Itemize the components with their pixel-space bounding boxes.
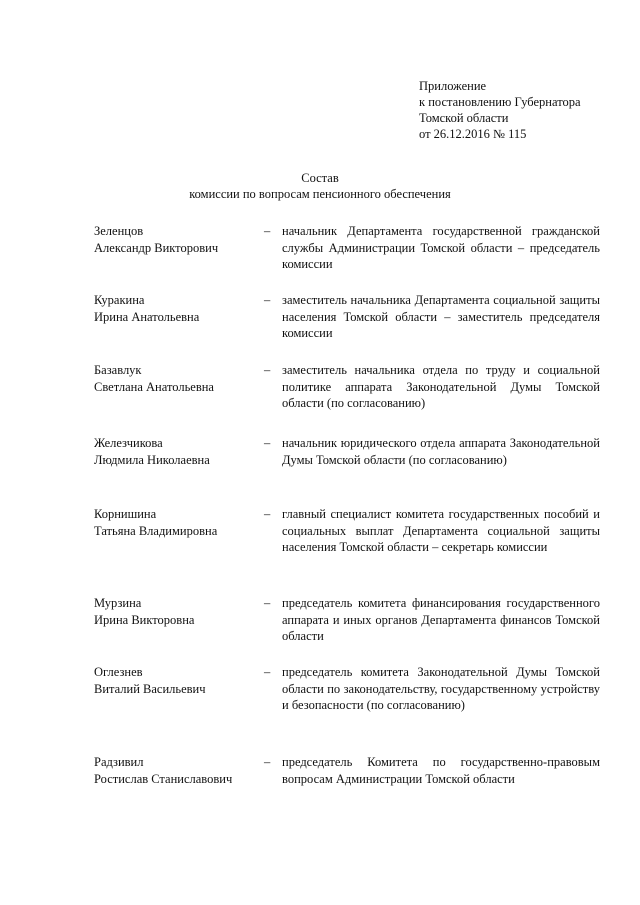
member-name [94,362,264,395]
member-surname: Корнишина [94,507,157,521]
member-name [94,223,264,256]
appendix-block [419,78,581,142]
member-role: председатель комитета финансирования государственного аппарата и иных органов Департамента финансов Томской области [282,596,600,643]
member-role: заместитель начальника Департамента социальной защиты населения Томской области – заместитель председателя комиссии [282,293,600,340]
member-role: председатель комитета Законодательной Думы Томской области по законодательству, государственному устройству и безопасности (по согласованию) [282,665,600,712]
member-given-name: Ирина Викторовна [94,612,195,627]
member-given-name: Ирина Анатольевна [94,309,200,324]
title-line: Состав [301,171,339,185]
member-given-name: Ростислав Станиславович [94,771,233,786]
member-role: главный специалист комитета государственных пособий и социальных выплат Департамента социальной защиты населения Томской области – секретарь комиссии [282,507,600,554]
dash-separator: – [264,665,271,679]
dash-separator: – [264,507,271,521]
member-role: заместитель начальника отдела по труду и социальной политике аппарата Законодательной Думы Томской области (по согласованию) [282,363,600,410]
dash-separator: – [264,293,271,307]
document-title [0,170,640,202]
appendix-line: Приложение [419,79,487,93]
member-name [94,664,264,697]
dash-separator: – [264,363,271,377]
member-given-name: Людмила Николаевна [94,452,210,467]
member-name [94,292,264,325]
member-name [94,506,264,539]
dash-separator: – [264,596,271,610]
member-given-name: Татьяна Владимировна [94,523,218,538]
member-role: начальник юридического отдела аппарата Законодательной Думы Томской области (по согласованию) [282,436,600,467]
dash-separator: – [264,224,271,238]
appendix-line: Томской области [419,111,509,125]
member-name [94,754,264,787]
member-role: председатель Комитета по государственно-правовым вопросам Администрации Томской области [282,755,600,786]
title-line: комиссии по вопросам пенсионного обеспечения [189,187,451,201]
member-given-name: Светлана Анатольевна [94,379,214,394]
member-surname: Куракина [94,293,145,307]
member-surname: Мурзина [94,596,142,610]
member-surname: Радзивил [94,755,144,769]
member-role: начальник Департамента государственной гражданской службы Администрации Томской области – председатель комиссии [282,224,600,271]
member-surname: Зеленцов [94,224,144,238]
appendix-line: к постановлению Губернатора [419,95,581,109]
appendix-line: от 26.12.2016 № 115 [419,127,527,141]
member-surname: Железчикова [94,436,163,450]
dash-separator: – [264,436,271,450]
member-surname: Базавлук [94,363,142,377]
member-given-name: Виталий Васильевич [94,681,206,696]
member-name [94,435,264,468]
member-surname: Оглезнев [94,665,143,679]
member-given-name: Александр Викторович [94,240,219,255]
dash-separator: – [264,755,271,769]
member-name [94,595,264,628]
